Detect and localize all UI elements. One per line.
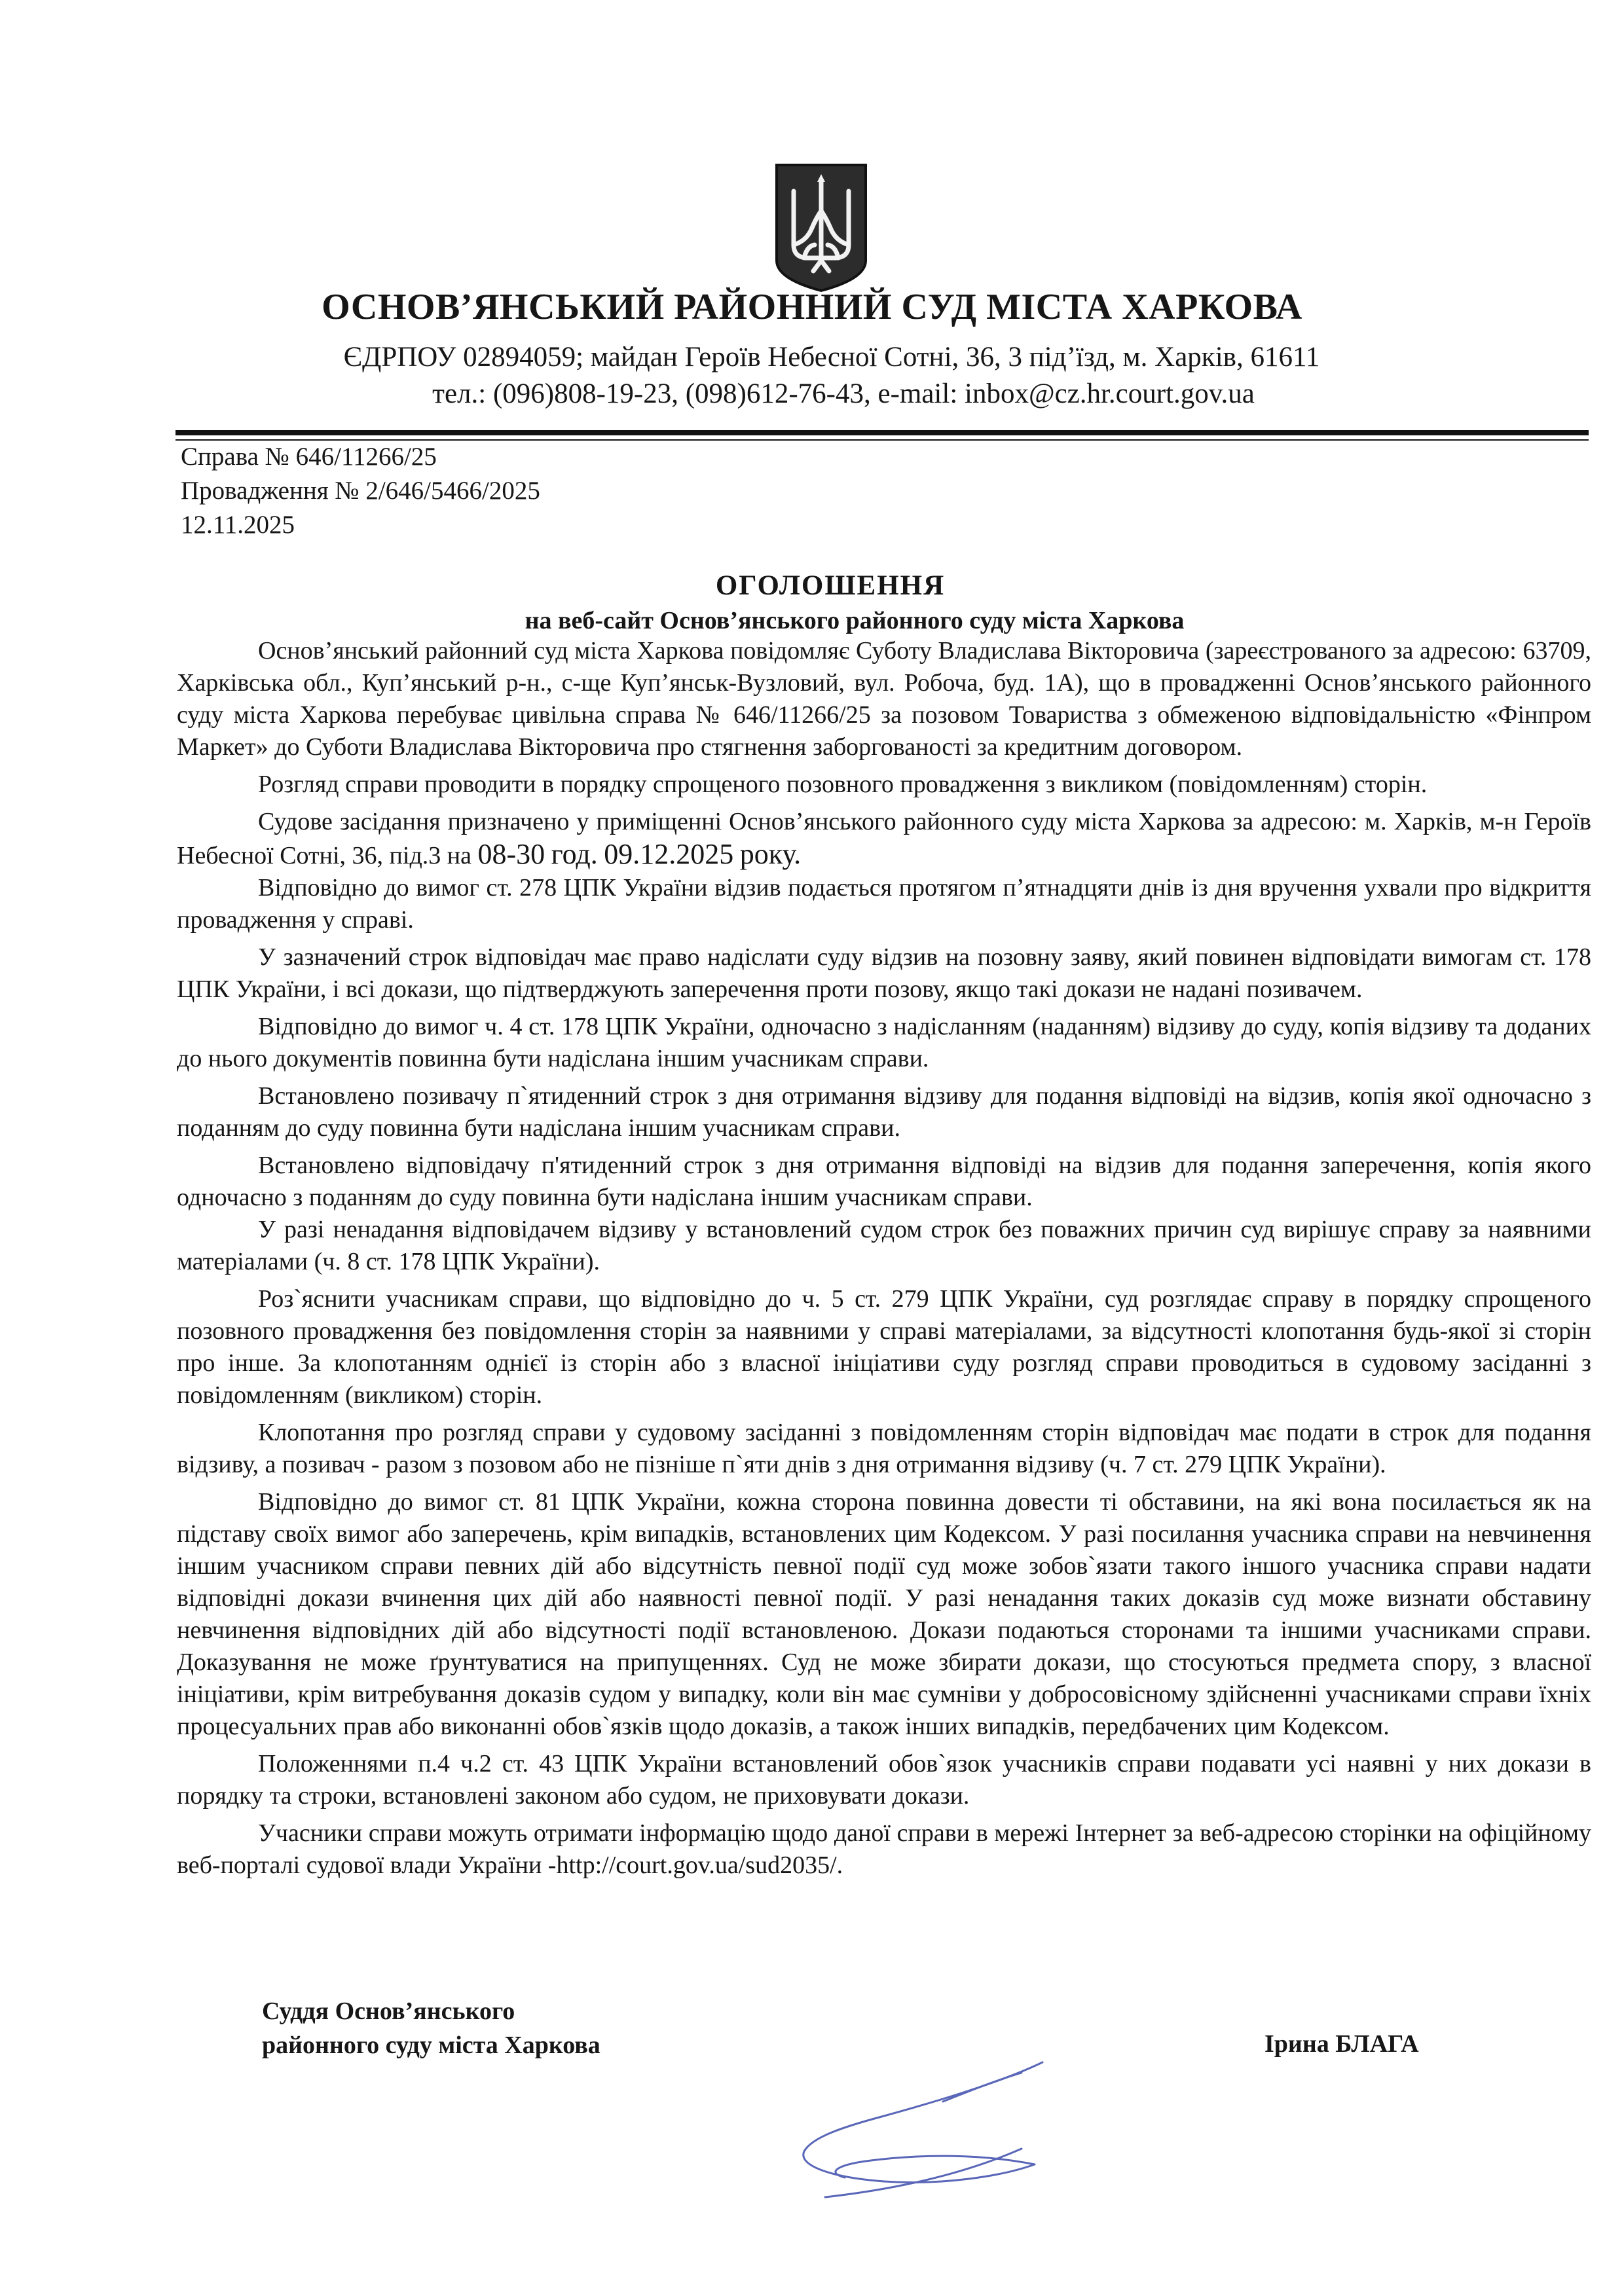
judge-role-line-1: Суддя Основ’янського bbox=[262, 1997, 515, 2025]
hearing-date: 09.12.2025 bbox=[604, 838, 734, 870]
paragraph-defendant-objection: Встановлено відповідачу п'ятиденний строк з дня отримання відповіді на відзив для подання заперечення, копія якого одночасно з поданням до суду повинна бути надіслана іншим учасникам справи. bbox=[177, 1152, 1591, 1211]
paragraph-procedure: Розгляд справи проводити в порядку спрощеного позовного провадження з викликом (повідомленням) сторін. bbox=[258, 771, 1428, 798]
paragraph-defendant-right: У зазначений строк відповідач має право надіслати суду відзив на позовну заяву, який повинен відповідати вимогам ст. 178 ЦПК України, і всі докази, що підтверджують заперечення проти позову, якщо такі докази не надані позивачем. bbox=[177, 943, 1591, 1003]
paragraph-duty: Положеннями п.4 ч.2 ст. 43 ЦПК України встановлений обов`язок учасників справи подавати усі наявні у них докази в порядку та строки, встановлені законом або судом, не приховувати докази. bbox=[177, 1750, 1591, 1810]
hearing-hours-word: год. bbox=[551, 838, 598, 870]
proceeding-number: Провадження № 2/646/5466/2025 bbox=[181, 477, 540, 505]
case-meta bbox=[181, 440, 540, 542]
hearing-text: Судове засідання призначено у приміщенні Основ’янського районного суду міста Харкова за адресою: м. Харків, м-н Героїв Небесної Сотні, 36, під.3 на bbox=[177, 808, 1591, 869]
case-number: Справа № 646/11266/25 bbox=[181, 443, 437, 471]
paragraph-hearing bbox=[177, 806, 1591, 872]
paragraph-info-portal: Учасники справи можуть отримати інформацію щодо даної справи в мережі Інтернет за веб-адресою сторінки на офіційному веб-порталі судової влади України -http://court.gov.ua/sud2035/. bbox=[177, 1819, 1591, 1879]
paragraph-notice: Основ’янський районний суд міста Харкова повідомляє Суботу Владислава Вікторовича (зареєстрованого за адресою: 63709, Харківська обл., Куп’янський р-н., с-ще Куп’янськ-Вузловий, вул. Робоча, буд. 1А), що в провадженні Основ’янського районного суду міста Харкова перебуває цивільна справа № 646/11266/25 за позовом Товариства з обмеженою відповідальністю «Фінпром Маркет» до Суботи Владислава Вікторовича про стягнення заборгованості за кредитним договором. bbox=[177, 637, 1591, 761]
announcement-title: ОГОЛОШЕННЯ bbox=[715, 570, 946, 601]
paragraph-evidence: Відповідно до вимог ст. 81 ЦПК України, кожна сторона повинна довести ті обставини, на які вона посилається як на підставу своїх вимог або заперечень, крім випадків, встановлених цим Кодексом. У разі посилання учасника справи на невчинення іншим учасником справи певних дій або відсутність певної події суд може зобов`язати такого іншого учасника справи надати відповідні докази вчинення цих дій або наявності певної події. У разі ненадання таких доказів суд може визнати обставину невчинення відповідних дій або відсутності події встановленою. Докази подаються сторонами та іншими учасниками справи. Доказування не може ґрунтуватися на припущеннях. Суд не може збирати докази, що стосуються предмета спору, з власної ініціативи, крім витребування доказів судом у випадку, коли він має сумніви у добросовісному здійсненні учасниками справи їхніх процесуальних прав або виконанні обов`язків щодо доказів, а також інших випадків, передбачених цим Кодексом. bbox=[177, 1488, 1591, 1740]
trident-emblem-icon bbox=[774, 162, 868, 293]
paragraph-explanation: Роз`яснити учасникам справи, що відповідно до ч. 5 ст. 279 ЦПК України, суд розглядає справу в порядку спрощеного позовного провадження без повідомлення сторін за наявними у справі матеріалами, за відсутності клопотання будь-якої зі сторін про інше. За клопотанням однієї із сторін або з власної ініціативи суду розгляд справи проводиться в судовому засіданні з повідомленням (викликом) сторін. bbox=[177, 1285, 1591, 1409]
announcement-body bbox=[177, 635, 1591, 1882]
signature-icon bbox=[786, 2056, 1061, 2213]
judge-role-line-2: районного суду міста Харкова bbox=[262, 2032, 600, 2059]
judge-name: Ірина БЛАГА bbox=[1264, 2030, 1419, 2058]
paragraph-plaintiff-reply: Встановлено позивачу п`ятиденний строк з дня отримання відзиву для подання відповіді на відзив, копія якої одночасно з поданням до суду повинна бути надіслана іншим учасникам справи. bbox=[177, 1082, 1591, 1142]
court-contacts: тел.: (096)808-19-23, (098)612-76-43, e-mail: inbox@cz.hr.court.gov.ua bbox=[432, 378, 1255, 409]
paragraph-no-response: У разі ненадання відповідачем відзиву у встановлений судом строк без поважних причин суд вирішує справу за наявними матеріалами (ч. 8 ст. 178 ЦПК України). bbox=[177, 1216, 1591, 1275]
document-date: 12.11.2025 bbox=[181, 511, 295, 539]
paragraph-copy-requirement: Відповідно до вимог ч. 4 ст. 178 ЦПК України, одночасно з надісланням (наданням) відзиву до суду, копія відзиву та доданих до нього документів повинна бути надіслана іншим учасникам справи. bbox=[177, 1013, 1591, 1072]
paragraph-motion: Клопотання про розгляд справи у судовому засіданні з повідомленням сторін відповідач має подати в строк для подання відзиву, а позивач - разом з позовом або не пізніше п`яти днів з дня отримання відзиву (ч. 7 ст. 279 ЦПК України). bbox=[177, 1419, 1591, 1478]
hearing-time: 08-30 bbox=[477, 838, 545, 870]
header-divider bbox=[175, 430, 1589, 435]
judge-role bbox=[262, 1994, 600, 2062]
court-name: ОСНОВ’ЯНСЬКИЙ РАЙОННИЙ СУД МІСТА ХАРКОВА bbox=[322, 287, 1302, 327]
paragraph-response-deadline: Відповідно до вимог ст. 278 ЦПК України відзив подається протягом п’ятнадцяти днів із дня вручення ухвали про відкриття провадження у справі. bbox=[177, 874, 1591, 934]
court-address: ЄДРПОУ 02894059; майдан Героїв Небесної Сотні, 36, 3 під’їзд, м. Харків, 61611 bbox=[343, 342, 1320, 373]
hearing-year-word: року. bbox=[739, 838, 802, 870]
announcement-subtitle: на веб-сайт Основ’янського районного суду міста Харкова bbox=[525, 607, 1185, 634]
